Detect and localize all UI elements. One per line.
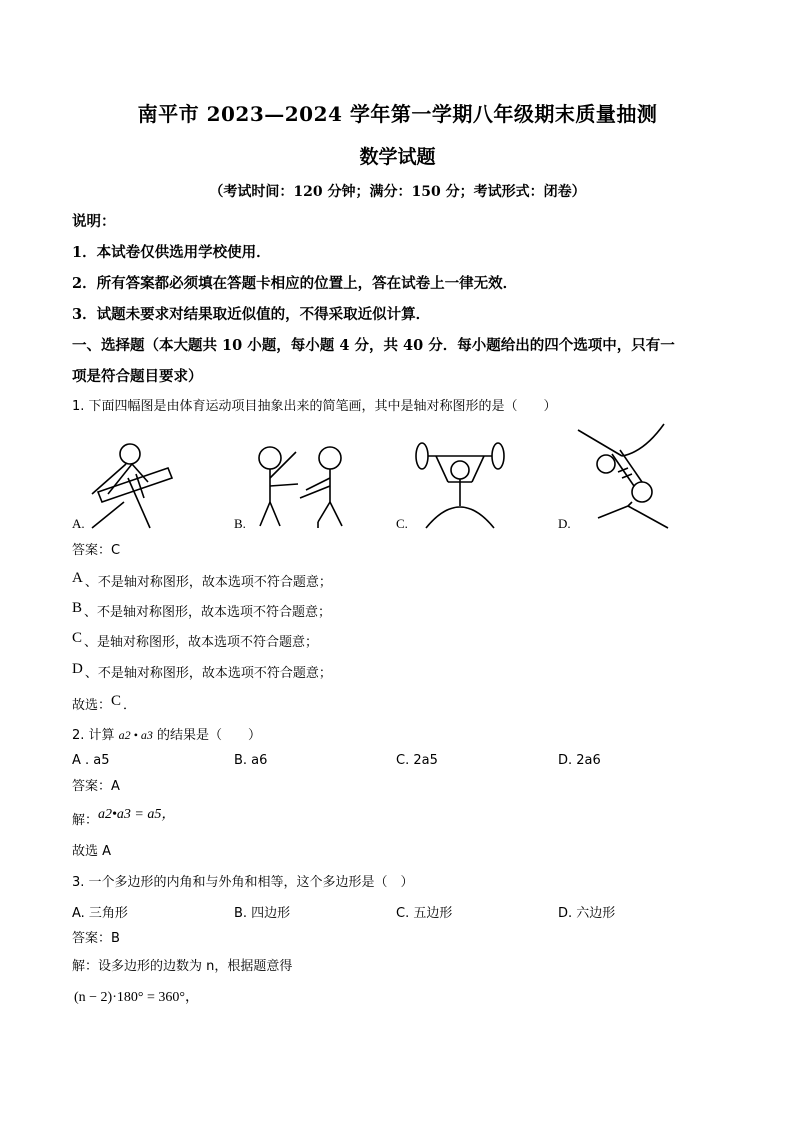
q1-explanation-d-text: 、不是轴对称图形，故本选项不符合题意； (84, 666, 332, 681)
q1-conclusion-letter: C (111, 693, 122, 709)
q1-figure-d (572, 422, 672, 532)
q1-answer: 答案：C (72, 543, 121, 558)
instruction-item-3: 3．试题未要求对结果取近似值的，不得采取近似计算． (72, 306, 431, 323)
instructions-heading: 说明： (72, 213, 116, 230)
q1-option-a-label: A. (72, 516, 85, 531)
q2-solution-math: a2•a3 = a5， (98, 807, 176, 822)
q3-stem: 3. 一个多边形的内角和与外角和相等，这个多边形是（ ） (72, 875, 414, 890)
section-heading-line-1: 一、选择题（本大题共 10 小题，每小题 4 分，共 40 分．每小题给出的四个选项中，只有一 (72, 337, 675, 354)
exam-info: （考试时间：120 分钟；满分：150 分；考试形式：闭卷） (209, 184, 586, 200)
q2-stem-prefix: 2. 计算 (72, 728, 119, 743)
q1-explanation-a-letter: A (72, 570, 83, 586)
q1-option-c-label: C. (396, 516, 408, 531)
q1-explanation-c-letter: C (72, 630, 83, 646)
q2-option-a: A . a5 (72, 753, 110, 768)
q2-conclusion: 故选 A (72, 844, 112, 859)
document-subtitle: 数学试题 (359, 146, 436, 168)
q2-option-b: B. a6 (234, 753, 268, 768)
q1-explanation-a (72, 570, 332, 592)
q3-answer: 答案：B (72, 931, 120, 946)
q1-explanation-d-letter: D (72, 661, 83, 677)
q1-stem: 1. 下面四幅图是由体育运动项目抽象出来的简笔画，其中是轴对称图形的是（ ） (72, 399, 557, 414)
instruction-item-1: 1．本试卷仅供选用学校使用． (72, 244, 271, 261)
q1-option-d-label: D. (558, 516, 571, 531)
q1-figure-a (88, 422, 188, 532)
q2-solution (72, 807, 176, 830)
q3-equation: (n − 2)·180° = 360°， (74, 990, 199, 1005)
document-title: 南平市 2023—2024 学年第一学期八年级期末质量抽测 (137, 102, 658, 126)
q1-explanation-d (72, 661, 332, 683)
q3-solution-text: 解：设多边形的边数为 n，根据题意得 (72, 959, 293, 974)
figure-d-drawing (572, 422, 672, 532)
q1-explanation-b-letter: B (72, 600, 83, 616)
q2-option-d: D. 2a6 (558, 753, 601, 768)
figure-b-drawing (250, 422, 360, 532)
q1-explanation-c-text: 、是轴对称图形，故本选项不符合题意； (84, 635, 319, 650)
figure-c-drawing (412, 422, 512, 532)
q1-conclusion-suffix: ． (123, 698, 137, 713)
section-heading-line-2: 项是符合题目要求） (72, 368, 203, 385)
q3-option-d: D. 六边形 (558, 906, 616, 921)
q3-option-b: B. 四边形 (234, 906, 291, 921)
q1-explanation-c (72, 630, 319, 652)
q2-solution-prefix: 解： (72, 813, 99, 828)
q1-explanation-b (72, 600, 332, 622)
q1-explanation-a-text: 、不是轴对称图形，故本选项不符合题意； (84, 575, 332, 590)
q1-explanation-b-text: 、不是轴对称图形，故本选项不符合题意； (84, 605, 332, 620)
figure-a-drawing (88, 422, 188, 532)
q1-figure-b (250, 422, 360, 532)
q3-option-a: A. 三角形 (72, 906, 128, 921)
q1-figure-c (412, 422, 512, 532)
q2-stem (72, 726, 261, 745)
q1-option-b-label: B. (234, 516, 246, 531)
q2-stem-math: a2 • a3 (118, 728, 153, 742)
q2-stem-suffix: 的结果是（ ） (152, 728, 262, 743)
q2-answer: 答案：A (72, 779, 120, 794)
q1-conclusion (72, 693, 137, 715)
q1-conclusion-prefix: 故选： (72, 698, 112, 713)
instruction-item-2: 2．所有答案都必须填在答题卡相应的位置上，答在试卷上一律无效． (72, 275, 518, 292)
q2-option-c: C. 2a5 (396, 753, 438, 768)
q3-option-c: C. 五边形 (396, 906, 453, 921)
